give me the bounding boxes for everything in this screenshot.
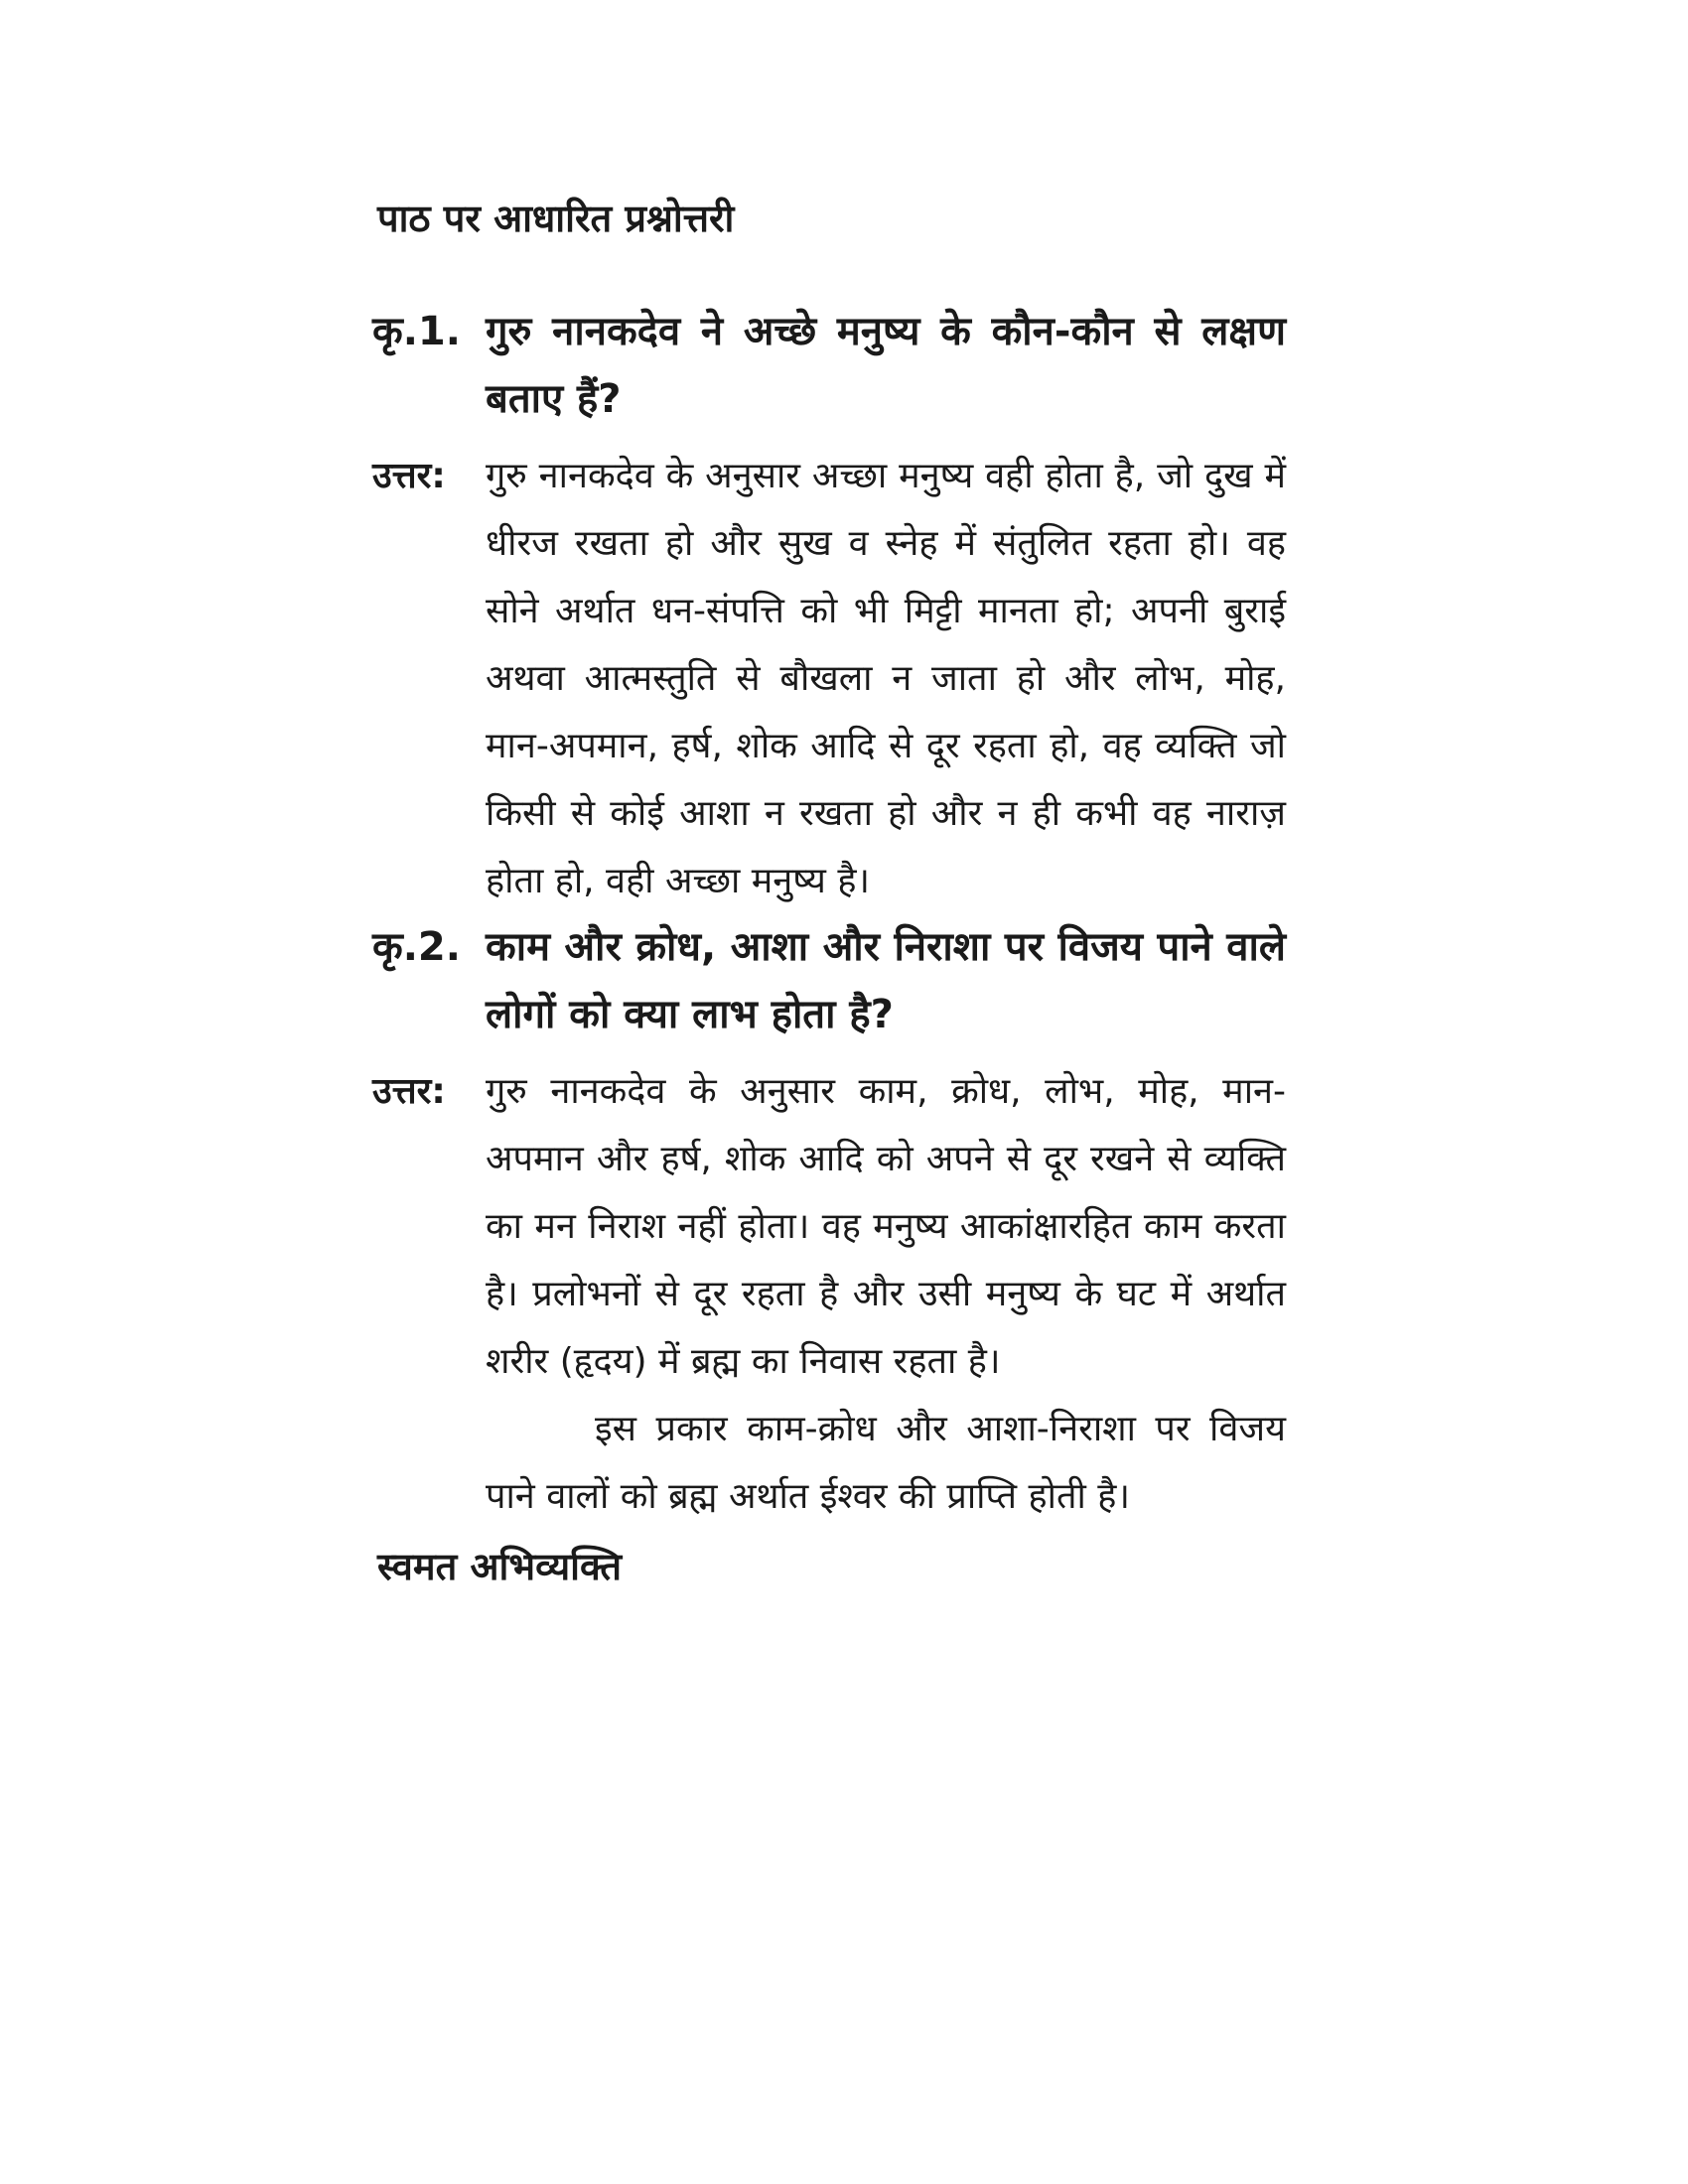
section-heading-quiz: पाठ पर आधारित प्रश्नोत्तरी xyxy=(377,197,735,240)
answer-row xyxy=(372,443,1286,915)
section-heading-opinion: स्वमत अभिव्यक्ति xyxy=(377,1545,623,1588)
answer-text xyxy=(486,443,1286,915)
question-text: काम और क्रोध, आशा और निराशा पर विजय पाने वाले लोगों को क्या लाभ होता है? xyxy=(486,924,1286,1037)
answer-paragraph: गुरु नानकदेव के अनुसार अच्छा मनुष्य वही होता है, जो दुख में धीरज रखता हो और सुख व स्नेह में संतुलित रहता हो। वह सोने अर्थात धन-संपत्ति को भी मिट्टी मानता हो; अपनी बुराई अथवा आत्मस्तुति से बौखला न जाता हो और लोभ, मोह, मान-अपमान, हर्ष, शोक आदि से दूर रहता हो, वह व्यक्ति जो किसी से कोई आशा न रखता हो और न ही कभी वह नाराज़ होता हो, वही अच्छा मनुष्य है। xyxy=(486,456,1286,901)
qa-item-1 xyxy=(372,298,1286,915)
question-text: गुरु नानकदेव ने अच्छे मनुष्य के कौन-कौन से लक्षण बताए हैं? xyxy=(486,309,1286,422)
question-row xyxy=(372,298,1286,433)
answer-label: उत्तर: xyxy=(372,1071,446,1112)
qa-item-2 xyxy=(372,913,1286,1531)
answer-text xyxy=(486,1058,1286,1531)
answer-paragraph: गुरु नानकदेव के अनुसार काम, क्रोध, लोभ, मोह, मान-अपमान और हर्ष, शोक आदि को अपने से दूर रखने से व्यक्ति का मन निराश नहीं होता। वह मनुष्य आकांक्षारहित काम करता है। प्रलोभनों से दूर रहता है और उसी मनुष्य के घट में अर्थात शरीर (हृदय) में ब्रह्म का निवास रहता है। xyxy=(486,1071,1286,1382)
question-number: कृ.2. xyxy=(372,924,461,970)
answer-row xyxy=(372,1058,1286,1531)
question-row xyxy=(372,913,1286,1048)
question-number: कृ.1. xyxy=(372,309,461,354)
answer-label: उत्तर: xyxy=(372,456,446,496)
answer-paragraph: इस प्रकार काम-क्रोध और आशा-निराशा पर विजय पाने वालों को ब्रह्म अर्थात ईश्वर की प्राप्ति होती है। xyxy=(486,1409,1286,1517)
